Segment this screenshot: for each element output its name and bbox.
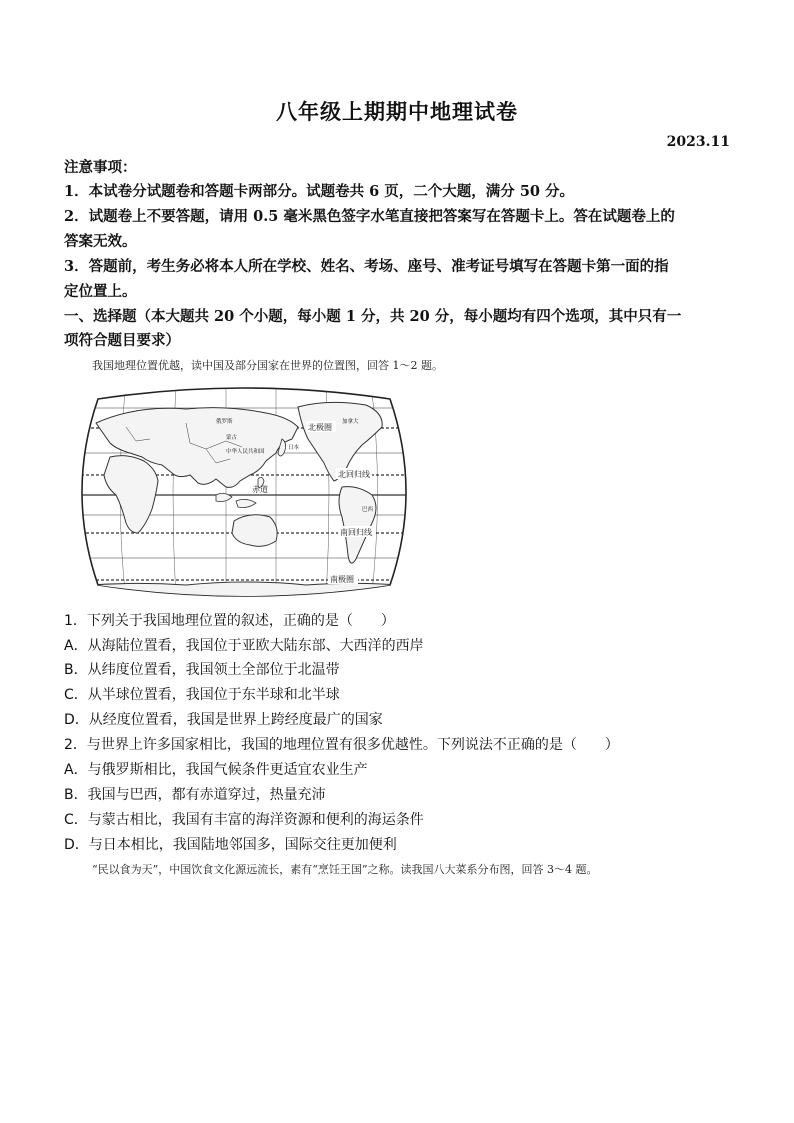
question-option: D．从经度位置看，我国是世界上跨经度最广的国家	[64, 712, 383, 728]
exam-title: 八年级上期期中地理试卷	[276, 99, 518, 124]
notice-item: 答案无效。	[64, 233, 137, 250]
notice-item: 1．本试卷分试题卷和答题卡两部分。试题卷共 6 页，二个大题，满分 50 分。	[64, 183, 575, 200]
china-label: 中华人民共和国	[226, 449, 265, 455]
notice-item: 定位置上。	[64, 283, 137, 300]
antarctic-circle-label: 南极圈	[330, 575, 354, 584]
equator-label: 赤道	[252, 485, 268, 494]
japan-label: 日本	[288, 445, 300, 451]
question-option: A．从海陆位置看，我国位于亚欧大陆东部、大西洋的西岸	[64, 638, 424, 654]
notice-heading: 注意事项：	[64, 159, 137, 176]
notice-item: 2．试题卷上不要答题，请用 0.5 毫米黑色签字水笔直接把答案写在答题卡上。答在试题卷上的	[64, 208, 675, 225]
tropic-capricorn-label: 南回归线	[340, 528, 372, 537]
question-option: A．与俄罗斯相比，我国气候条件更适宜农业生产	[64, 762, 368, 778]
arctic-circle-label: 北极圈	[308, 423, 332, 432]
section-heading: 项符合题目要求）	[64, 332, 180, 349]
tropic-cancer-label: 北回归线	[338, 470, 370, 479]
question-stem: 2．与世界上许多国家相比，我国的地理位置有很多优越性。下列说法不正确的是（ ）	[64, 737, 619, 753]
question-option: C．从半球位置看，我国位于东半球和北半球	[64, 687, 340, 703]
map-question-intro: 我国地理位置优越，读中国及部分国家在世界的位置图，回答 1～2 题。	[92, 359, 443, 372]
world-map	[66, 383, 422, 601]
question-option: D．与日本相比，我国陆地邻国多，国际交往更加便利	[64, 837, 397, 853]
russia-label: 俄罗斯	[216, 419, 233, 425]
section-heading: 一、选择题（本大题共 20 个小题，每小题 1 分，共 20 分，每小题均有四个选项，其中只有一	[64, 308, 682, 325]
cuisine-question-intro: “民以食为天”，中国饮食文化源远流长，素有“烹饪王国”之称。读我国八大菜系分布图，回答 3～4 题。	[92, 863, 598, 876]
mongolia-label: 蒙古	[226, 435, 238, 441]
canada-label: 加拿大	[342, 419, 359, 425]
question-option: B．从纬度位置看，我国领土全部位于北温带	[64, 662, 340, 678]
brazil-label: 巴西	[362, 507, 374, 513]
notice-item: 3．答题前，考生务必将本人所在学校、姓名、考场、座号、准考证号填写在答题卡第一面的指	[64, 258, 669, 275]
question-option: C．与蒙古相比，我国有丰富的海洋资源和便利的海运条件	[64, 812, 424, 828]
world-map-figure	[66, 383, 422, 601]
question-stem: 1．下列关于我国地理位置的叙述，正确的是（ ）	[64, 613, 395, 629]
question-option: B．我国与巴西，都有赤道穿过，热量充沛	[64, 787, 326, 803]
exam-date: 2023.11	[666, 134, 730, 150]
